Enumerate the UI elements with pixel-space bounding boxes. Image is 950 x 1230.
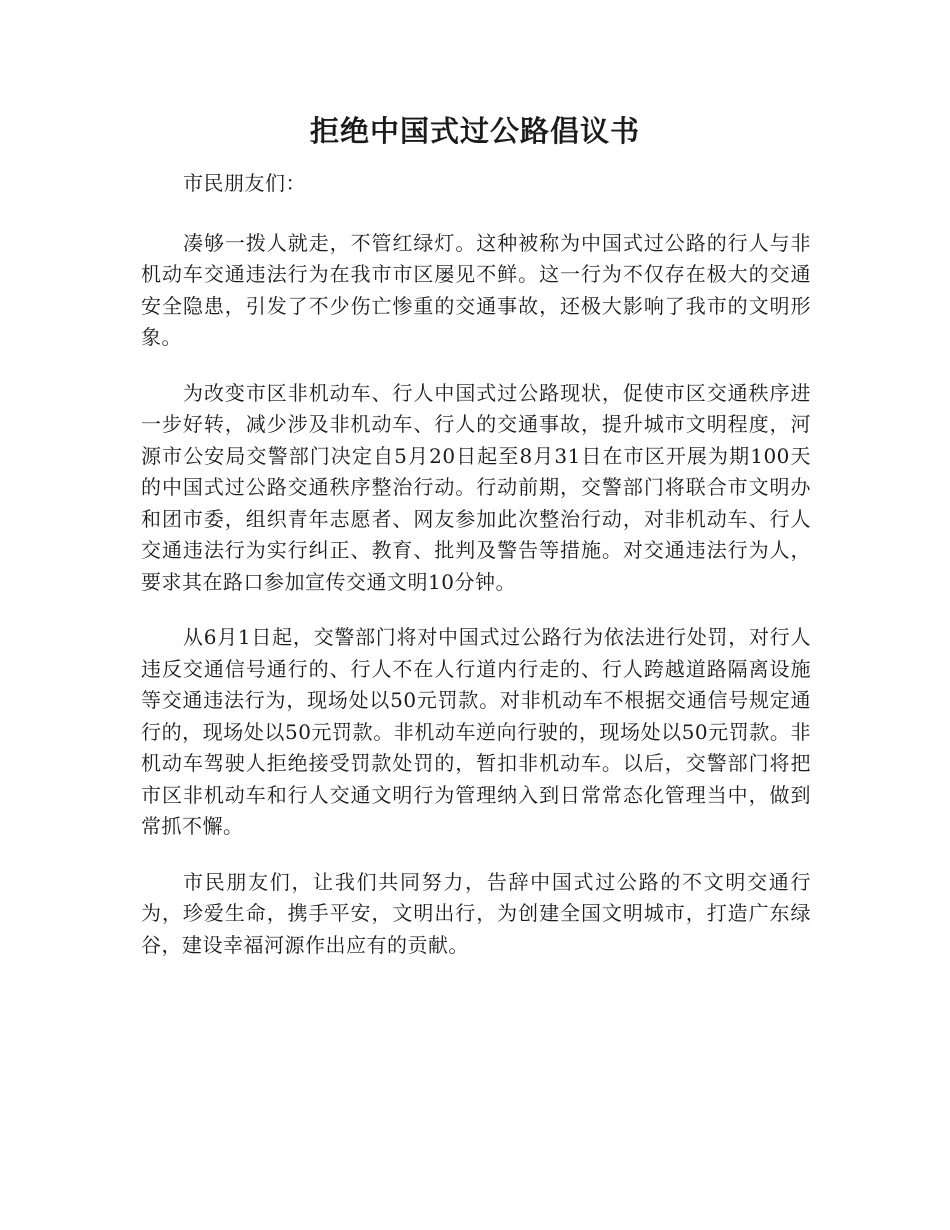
document-title: 拒绝中国式过公路倡议书: [309, 114, 640, 148]
paragraph-appeal: 市民朋友们，让我们共同努力，告辞中国式过公路的不文明交通行为，珍爱生命，携手平安，文明出行，为创建全国文明城市，打造广东绿谷，建设幸福河源作出应有的贡献。: [141, 869, 811, 957]
paragraph-penalties: 从6月1日起，交警部门将对中国式过公路行为依法进行处罚，对行人违反交通信号通行的、行人不在人行道内行走的、行人跨越道路隔离设施等交通违法行为，现场处以50元罚款。对非机动车不根据交通信号规定通行的，现场处以50元罚款。非机动车逆向行驶的，现场处以50元罚款。非机动车驾驶人拒绝接受罚款处罚的，暂扣非机动车。以后，交警部门将把市区非机动车和行人交通文明行为管理纳入到日常常态化管理当中，做到常抓不懈。: [141, 625, 811, 838]
paragraph-intro: 凑够一拨人就走，不管红绿灯。这种被称为中国式过公路的行人与非机动车交通违法行为在我市市区屡见不鲜。这一行为不仅存在极大的交通安全隐患，引发了不少伤亡惨重的交通事故，还极大影响了我市的文明形象。: [141, 230, 811, 349]
salutation: 市民朋友们：: [183, 171, 306, 195]
paragraph-campaign: 为改变市区非机动车、行人中国式过公路现状，促使市区交通秩序进一步好转，减少涉及非机动车、行人的交通事故，提升城市文明程度，河源市公安局交警部门决定自5月20日起至8月31日在市区开展为期100天的中国式过公路交通秩序整治行动。行动前期，交警部门将联合市文明办和团市委，组织青年志愿者、网友参加此次整治行动，对非机动车、行人交通违法行为实行纠正、教育、批判及警告等措施。对交通违法行为人，要求其在路口参加宣传交通文明10分钟。: [141, 380, 811, 594]
document-body: [141, 168, 811, 985]
